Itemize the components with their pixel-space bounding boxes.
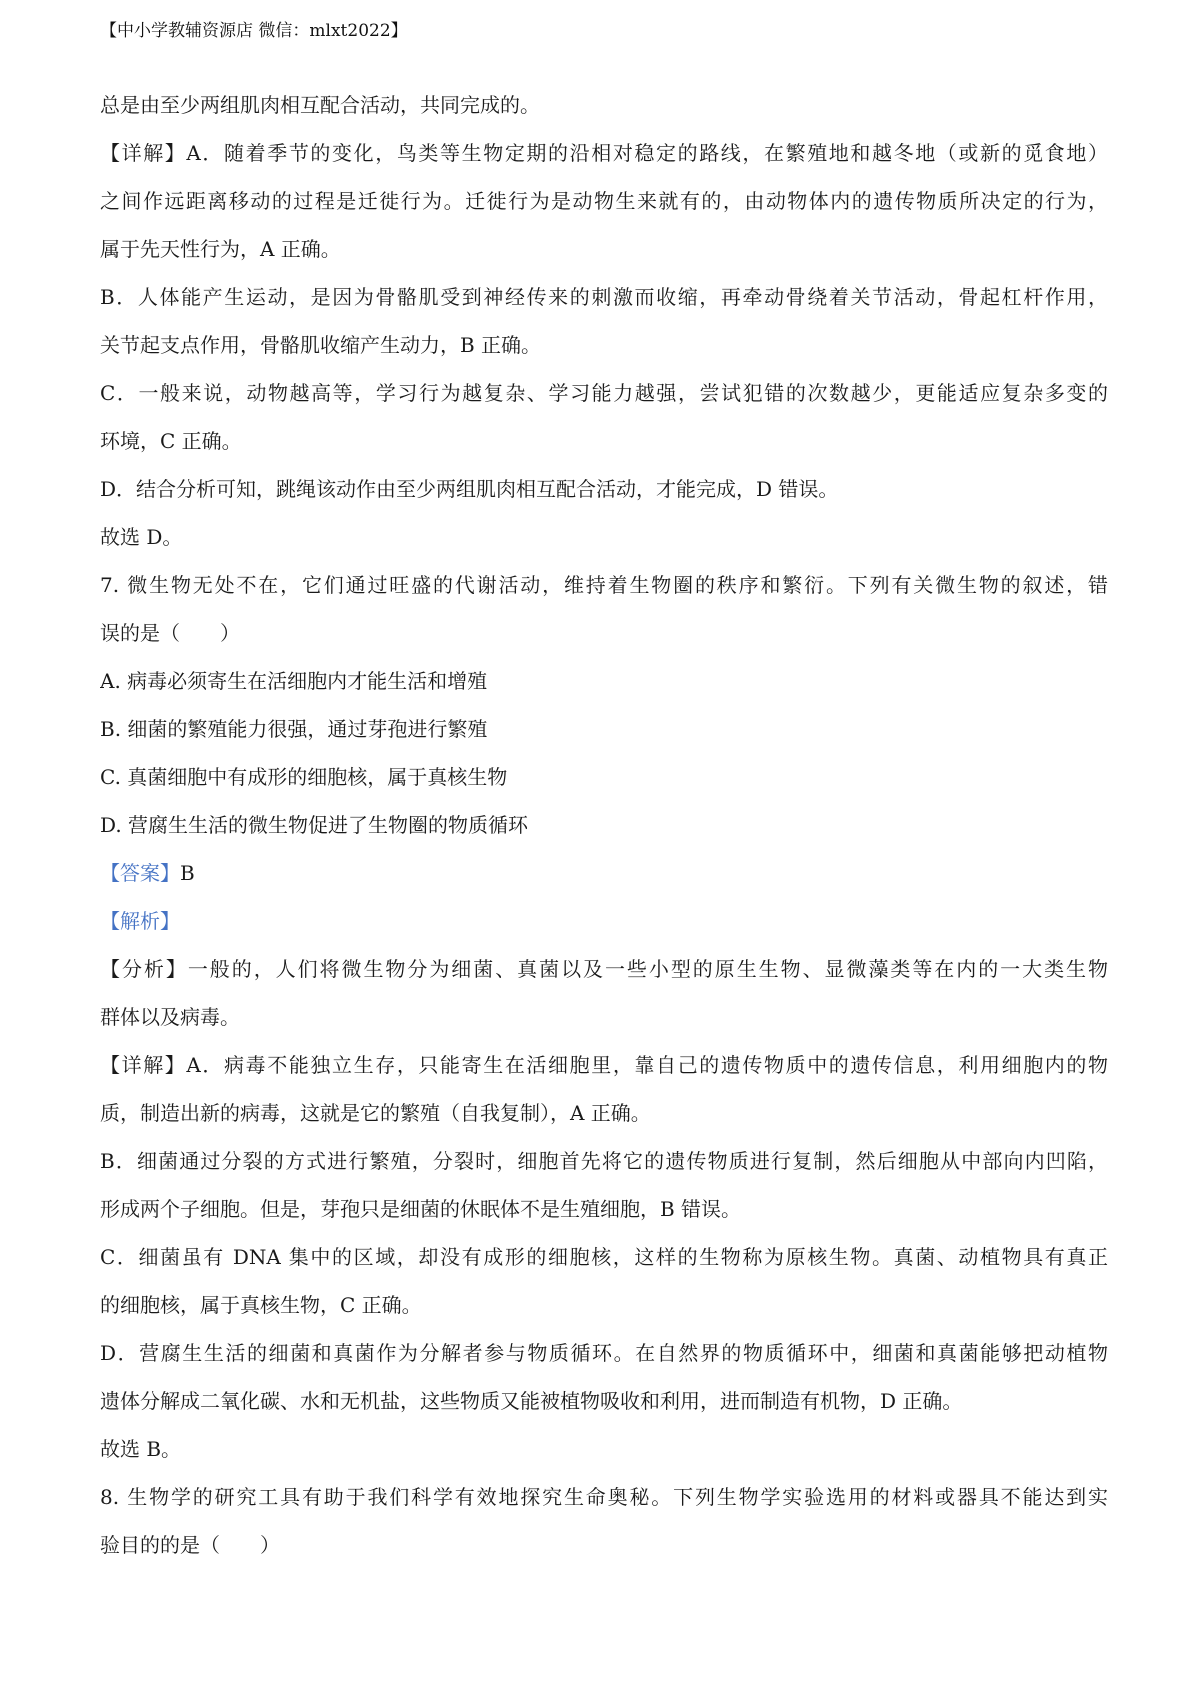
line-text: B．人体能产生运动，是因为骨骼肌受到神经传来的刺激而收缩，再牵动骨绕着关节活动，骨起杠杆作用，: [100, 285, 1108, 309]
line-text: 7. 微生物无处不在，它们通过旺盛的代谢活动，维持着生物圈的秩序和繁衍。下列有关微生物的叙述，错: [100, 573, 1108, 597]
line-text: C. 真菌细胞中有成形的细胞核，属于真核生物: [100, 765, 508, 789]
text-line: [100, 1484, 1108, 1532]
line-text: 【详解】A．随着季节的变化，鸟类等生物定期的沿相对稳定的路线，在繁殖地和越冬地（或新的觅食地）: [100, 141, 1108, 165]
text-line: [100, 1532, 1108, 1580]
text-line: [100, 332, 1108, 380]
line-text: 误的是（ ）: [100, 621, 240, 645]
line-text: 群体以及病毒。: [100, 1005, 240, 1029]
text-line: [100, 1436, 1108, 1484]
text-line: [100, 572, 1108, 620]
line-text: 之间作远距离移动的过程是迁徙行为。迁徙行为是动物生来就有的，由动物体内的遗传物质所决定的行为，: [100, 189, 1108, 213]
text-line: [100, 1292, 1108, 1340]
text-line: [100, 284, 1108, 332]
text-line: [100, 1244, 1108, 1292]
text-line: [100, 92, 1108, 140]
line-text: C．细菌虽有 DNA 集中的区域，却没有成形的细胞核，这样的生物称为原核生物。真菌、动植物具有真正: [100, 1245, 1108, 1269]
text-line: [100, 1196, 1108, 1244]
text-line: [100, 1100, 1108, 1148]
line-text: A. 病毒必须寄生在活细胞内才能生活和增殖: [100, 669, 488, 693]
line-text: 【详解】A．病毒不能独立生存，只能寄生在活细胞里，靠自己的遗传物质中的遗传信息，利用细胞内的物: [100, 1053, 1108, 1077]
text-line: [100, 140, 1108, 188]
line-text: B. 细菌的繁殖能力很强，通过芽孢进行繁殖: [100, 717, 488, 741]
line-text: 遗体分解成二氧化碳、水和无机盐，这些物质又能被植物吸收和利用，进而制造有机物，D 正确。: [100, 1389, 963, 1413]
line-text: 关节起支点作用，骨骼肌收缩产生动力，B 正确。: [100, 333, 542, 357]
text-line: [100, 524, 1108, 572]
text-line: [100, 188, 1108, 236]
line-text: D．结合分析可知，跳绳该动作由至少两组肌肉相互配合活动，才能完成，D 错误。: [100, 477, 839, 501]
text-line: [100, 716, 1108, 764]
text-line: [100, 476, 1108, 524]
text-line: [100, 860, 1108, 908]
line-text: 【分析】一般的，人们将微生物分为细菌、真菌以及一些小型的原生生物、显微藻类等在内的一大类生物: [100, 957, 1108, 981]
text-line: [100, 668, 1108, 716]
text-line: [100, 1004, 1108, 1052]
text-line: [100, 764, 1108, 812]
text-line: [100, 956, 1108, 1004]
section-label: 【解析】: [100, 909, 180, 933]
line-text: 的细胞核，属于真核生物，C 正确。: [100, 1293, 422, 1317]
line-text: 8. 生物学的研究工具有助于我们科学有效地探究生命奥秘。下列生物学实验选用的材料或器具不能达到实: [100, 1485, 1108, 1509]
section-label: 【答案】: [100, 861, 180, 885]
text-line: [100, 236, 1108, 284]
text-line: [100, 380, 1108, 428]
line-text: 形成两个子细胞。但是，芽孢只是细菌的休眠体不是生殖细胞，B 错误。: [100, 1197, 742, 1221]
text-line: [100, 1388, 1108, 1436]
text-line: [100, 428, 1108, 476]
line-text: B．细菌通过分裂的方式进行繁殖，分裂时，细胞首先将它的遗传物质进行复制，然后细胞从中部向内凹陷，: [100, 1149, 1108, 1173]
text-line: [100, 1052, 1108, 1100]
line-text: 验目的的是（ ）: [100, 1533, 280, 1557]
line-text: D. 营腐生生活的微生物促进了生物圈的物质循环: [100, 813, 529, 837]
answer-value: B: [180, 861, 195, 885]
line-text: 质，制造出新的病毒，这就是它的繁殖（自我复制），A 正确。: [100, 1101, 651, 1125]
line-text: 故选 D。: [100, 525, 183, 549]
line-text: C．一般来说，动物越高等，学习行为越复杂、学习能力越强，尝试犯错的次数越少，更能适应复杂多变的: [100, 381, 1108, 405]
document-body: [100, 92, 1108, 1580]
line-text: 总是由至少两组肌肉相互配合活动，共同完成的。: [100, 93, 540, 117]
text-line: [100, 620, 1108, 668]
text-line: [100, 908, 1108, 956]
line-text: D．营腐生生活的细菌和真菌作为分解者参与物质循环。在自然界的物质循环中，细菌和真菌能够把动植物: [100, 1341, 1108, 1365]
line-text: 故选 B。: [100, 1437, 182, 1461]
line-text: 环境，C 正确。: [100, 429, 242, 453]
text-line: [100, 1340, 1108, 1388]
page-header: 【中小学教辅资源店 微信：mlxt2022】: [100, 21, 408, 41]
line-text: 属于先天性行为，A 正确。: [100, 237, 341, 261]
text-line: [100, 812, 1108, 860]
text-line: [100, 1148, 1108, 1196]
